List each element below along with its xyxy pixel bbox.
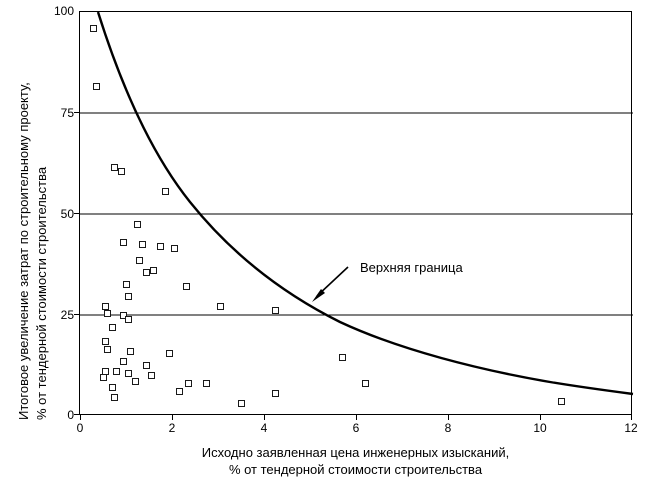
data-point — [139, 241, 146, 248]
y-axis-title-line-2: % от тендерной стоимости строительства — [34, 166, 49, 420]
annotation-upper-boundary-label: Верхняя граница — [360, 260, 463, 275]
y-tick-mark-0 — [74, 414, 79, 415]
x-tick-label-6: 6 — [352, 421, 360, 435]
y-tick-mark-50 — [74, 213, 79, 214]
y-tick-label-25: 25 — [60, 308, 74, 322]
data-point — [118, 168, 125, 175]
data-point — [104, 346, 111, 353]
data-point — [123, 281, 130, 288]
x-tick-label-4: 4 — [260, 421, 268, 435]
data-point — [176, 388, 183, 395]
data-point — [125, 370, 132, 377]
y-tick-mark-25 — [74, 314, 79, 315]
x-tick-mark-8 — [448, 415, 449, 420]
data-point — [111, 394, 118, 401]
plot-overlay — [80, 12, 633, 416]
data-point — [113, 368, 120, 375]
data-point — [102, 338, 109, 345]
x-axis-title — [79, 444, 632, 478]
x-tick-label-10: 10 — [533, 421, 547, 435]
x-tick-mark-10 — [540, 415, 541, 420]
y-tick-label-0: 0 — [67, 408, 74, 422]
data-point — [100, 374, 107, 381]
data-point — [238, 400, 245, 407]
data-point — [104, 310, 111, 317]
data-point — [125, 293, 132, 300]
data-point — [217, 303, 224, 310]
data-point — [120, 358, 127, 365]
data-point — [143, 362, 150, 369]
data-point — [183, 283, 190, 290]
y-tick-label-100: 100 — [53, 4, 74, 18]
y-tick-label-50: 50 — [60, 207, 74, 221]
x-tick-label-0: 0 — [76, 421, 84, 435]
data-point — [150, 267, 157, 274]
y-axis-title-line-1: Итоговое увеличение затрат по строительному проекту, — [16, 82, 31, 420]
data-point — [109, 384, 116, 391]
data-point — [148, 372, 155, 379]
data-point — [134, 221, 141, 228]
data-point — [339, 354, 346, 361]
y-tick-mark-75 — [74, 112, 79, 113]
data-point — [162, 188, 169, 195]
data-point — [157, 243, 164, 250]
data-point — [125, 316, 132, 323]
data-point — [132, 378, 139, 385]
data-point — [272, 390, 279, 397]
data-point — [185, 380, 192, 387]
y-tick-label-75: 75 — [60, 106, 74, 120]
x-tick-mark-0 — [80, 415, 81, 420]
data-point — [171, 245, 178, 252]
x-axis-title-line-1: Исходно заявленная цена инженерных изысканий, — [201, 445, 510, 460]
x-axis-title-line-2: % от тендерной стоимости строительства — [228, 462, 483, 477]
data-point — [272, 307, 279, 314]
data-point — [93, 83, 100, 90]
data-point — [120, 239, 127, 246]
x-tick-label-8: 8 — [444, 421, 452, 435]
data-point — [558, 398, 565, 405]
x-tick-label-12: 12 — [624, 421, 638, 435]
data-point — [166, 350, 173, 357]
data-point — [136, 257, 143, 264]
data-point — [90, 25, 97, 32]
data-point — [127, 348, 134, 355]
x-tick-mark-4 — [264, 415, 265, 420]
plot-area — [79, 11, 632, 415]
upper-boundary-curve — [98, 12, 633, 394]
x-tick-label-2: 2 — [168, 421, 176, 435]
x-tick-mark-2 — [172, 415, 173, 420]
x-tick-mark-6 — [356, 415, 357, 420]
x-tick-mark-12 — [631, 415, 632, 420]
data-point — [109, 324, 116, 331]
data-point — [203, 380, 210, 387]
data-point — [362, 380, 369, 387]
